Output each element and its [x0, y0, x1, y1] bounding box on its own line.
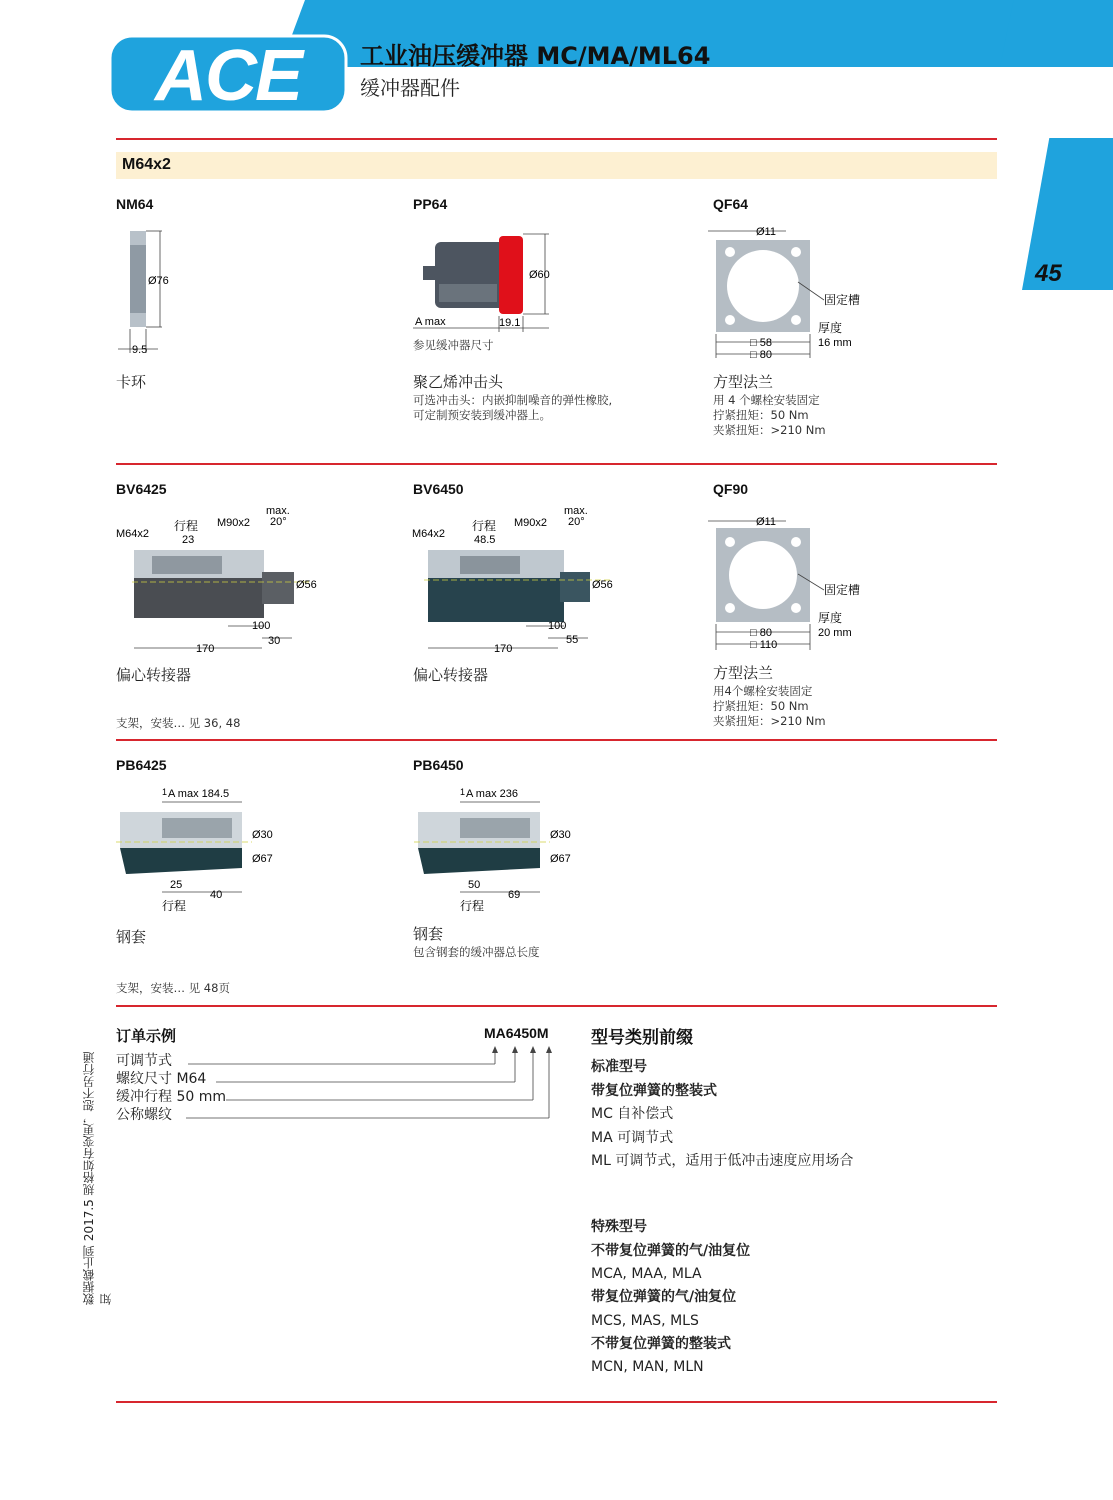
qf90-dim-outer: □ 110	[750, 639, 778, 651]
pp64-dim-len: 19.1	[499, 317, 521, 329]
bv6450-dim-stroke: 48.5	[474, 534, 496, 546]
nm64-dim-dia: Ø76	[148, 275, 169, 287]
bv6450-name: 偏心转接器	[413, 666, 489, 684]
pb6450-code: PB6450	[413, 757, 464, 773]
bv6425-dim-100: 100	[252, 620, 271, 632]
qf64-dim-outer: □ 80	[750, 349, 772, 361]
qf64-dim-thick: 16 mm	[818, 337, 852, 349]
qf64-name: 方型法兰	[713, 373, 774, 391]
pp64-note: 参见缓冲器尺寸	[413, 338, 494, 352]
bv6425-dim-angle: 20°	[270, 516, 287, 528]
qf64-dim-inner: □ 58	[750, 337, 772, 349]
bottom-rule	[116, 1401, 997, 1403]
pb6425-dim-amax: A max 184.5	[168, 788, 230, 800]
pb6425-dim-25: 25	[170, 879, 183, 891]
prefix-standard-sub: 带复位弹簧的整装式	[591, 1083, 717, 1099]
bv6425-dim-170: 170	[196, 643, 215, 655]
pb6425-label-stroke: 行程	[162, 899, 187, 913]
prefix-standard-item-3: ML 可调节式，适用于低冲击速度应用场合	[591, 1153, 854, 1169]
bv6450-dim-angle: 20°	[568, 516, 585, 528]
bv6450-code: BV6450	[413, 481, 464, 497]
pp64-desc-1: 可选冲击头：内嵌抑制噪音的弹性橡胶,	[413, 393, 613, 407]
qf64-desc-3: 夹紧扭矩：>210 Nm	[713, 423, 826, 437]
ace-logo	[108, 34, 348, 114]
qf64-desc-1: 用 4 个螺栓安装固定	[713, 393, 820, 407]
pb6450-desc: 包含钢套的缓冲器总长度	[413, 945, 540, 959]
pb6450-dim-amax: A max 236	[466, 788, 518, 800]
prefix-special-group-1-title: 不带复位弹簧的气/油复位	[591, 1243, 751, 1259]
pb6450-dim-idx: 1	[460, 787, 466, 797]
prefix-special-title: 特殊型号	[591, 1219, 647, 1235]
prefix-standard-title: 标准型号	[591, 1059, 647, 1075]
bv6425-dim-thread: M64x2	[116, 528, 150, 540]
prefix-special-group-1-items: MCA, MAA, MLA	[591, 1266, 702, 1282]
order-model: MA6450M	[484, 1025, 549, 1041]
bv6450-dim-thread2: M90x2	[514, 517, 548, 529]
order-line-3: 缓冲行程 50 mm	[116, 1089, 226, 1105]
pb6425-dim-40: 40	[210, 889, 223, 901]
section-label: M64x2	[122, 156, 171, 173]
page-number: 45	[1035, 260, 1062, 287]
pb6425-drawing	[112, 782, 292, 914]
qf90-code: QF90	[713, 481, 749, 497]
pb6450-drawing	[410, 782, 590, 914]
qf90-label-slot: 固定槽	[824, 583, 861, 597]
prefix-special-group-2-title: 带复位弹簧的气/油复位	[591, 1289, 737, 1305]
nm64-drawing	[116, 225, 216, 360]
pb6450-dim-dia30: Ø30	[550, 829, 571, 841]
bv6450-dim-dia: Ø56	[592, 579, 613, 591]
bv6425-label-stroke: 行程	[174, 519, 199, 533]
qf64-label-slot: 固定槽	[824, 293, 861, 307]
order-title: 订单示例	[116, 1027, 177, 1045]
bv6450-dim-thread: M64x2	[412, 528, 446, 540]
row2-rule	[116, 739, 997, 741]
section-band	[116, 152, 997, 179]
pb6425-dim-dia30: Ø30	[252, 829, 273, 841]
bv6425-dim-max: max.	[266, 505, 290, 517]
order-line-4: 公称螺纹	[116, 1107, 172, 1123]
page-title: 工业油压缓冲器 MC/MA/ML64	[360, 42, 711, 70]
qf90-desc-1: 用4个螺栓安装固定	[713, 684, 813, 698]
prefix-special-group-3-items: MCN, MAN, MLN	[591, 1359, 704, 1375]
bv6450-dim-max: max.	[564, 505, 588, 517]
qf64-code: QF64	[713, 196, 749, 212]
qf90-dim-hole: Ø11	[756, 516, 776, 528]
pb6450-dim-69: 69	[508, 889, 521, 901]
bv6425-dim-dia: Ø56	[296, 579, 317, 591]
bv6450-dim-55: 55	[566, 634, 579, 646]
bv6450-label-stroke: 行程	[472, 519, 497, 533]
row3-note: 支架，安装… 见 48页	[116, 981, 230, 995]
qf64-dim-hole: Ø11	[756, 226, 776, 238]
qf90-desc-3: 夹紧扭矩：>210 Nm	[713, 714, 826, 728]
order-line-1: 可调节式	[116, 1053, 172, 1069]
bv6425-code: BV6425	[116, 481, 167, 497]
bv6450-dim-170: 170	[494, 643, 513, 655]
nm64-name: 卡环	[116, 373, 147, 391]
pb6450-dim-dia67: Ø67	[550, 853, 571, 865]
pb6425-dim-dia67: Ø67	[252, 853, 273, 865]
qf90-drawing	[706, 512, 876, 654]
bv6425-dim-stroke: 23	[182, 534, 195, 546]
page-subtitle: 缓冲器配件	[360, 76, 460, 100]
row3-rule	[116, 1005, 997, 1007]
pp64-name: 聚乙烯冲击头	[413, 373, 504, 391]
header-banner-right	[1000, 0, 1113, 67]
qf64-drawing	[706, 222, 876, 362]
logo-text: ACE	[154, 36, 302, 114]
bv6425-name: 偏心转接器	[116, 666, 192, 684]
bv6425-dim-30: 30	[268, 635, 281, 647]
pp64-code: PP64	[413, 196, 448, 212]
pb6450-label-stroke: 行程	[460, 899, 485, 913]
qf90-label-thick: 厚度	[818, 611, 843, 625]
row2-note: 支架，安装… 见 36, 48	[116, 716, 241, 730]
qf90-dim-thick: 20 mm	[818, 627, 852, 639]
prefix-standard-item-2: MA 可调节式	[591, 1130, 674, 1146]
qf64-desc-2: 拧紧扭矩：50 Nm	[713, 408, 809, 422]
side-note: 数据截止到 2017.5 规格如有变更，恕不另行通知	[82, 1051, 113, 1305]
qf64-label-thick: 厚度	[818, 321, 843, 335]
bv6425-dim-thread2: M90x2	[217, 517, 251, 529]
order-line-2: 螺纹尺寸 M64	[116, 1071, 207, 1087]
qf90-dim-inner: □ 80	[750, 627, 772, 639]
pp64-desc-2: 可定制预安装到缓冲器上。	[413, 408, 551, 422]
pb6425-name: 钢套	[116, 928, 147, 946]
bv6450-dim-100: 100	[548, 620, 567, 632]
pp64-dim-amax: A max	[415, 316, 446, 328]
top-rule	[116, 138, 997, 140]
pp64-dim-dia: Ø60	[529, 269, 550, 281]
bv6450-drawing	[410, 502, 630, 658]
pb6425-code: PB6425	[116, 757, 167, 773]
prefix-special-group-3-title: 不带复位弹簧的整装式	[591, 1336, 731, 1352]
nm64-dim-width: 9.5	[132, 344, 148, 356]
prefix-special-group-2-items: MCS, MAS, MLS	[591, 1313, 699, 1329]
row1-rule	[116, 463, 997, 465]
pb6425-dim-idx: 1	[162, 787, 168, 797]
pb6450-dim-50: 50	[468, 879, 481, 891]
prefix-standard-item-1: MC 自补偿式	[591, 1106, 674, 1122]
pb6450-name: 钢套	[413, 925, 444, 943]
bv6425-drawing	[112, 502, 332, 658]
qf90-name: 方型法兰	[713, 664, 774, 682]
pp64-drawing	[413, 228, 573, 356]
qf90-desc-2: 拧紧扭矩：50 Nm	[713, 699, 809, 713]
prefix-title: 型号类别前缀	[591, 1028, 693, 1048]
nm64-code: NM64	[116, 196, 154, 212]
